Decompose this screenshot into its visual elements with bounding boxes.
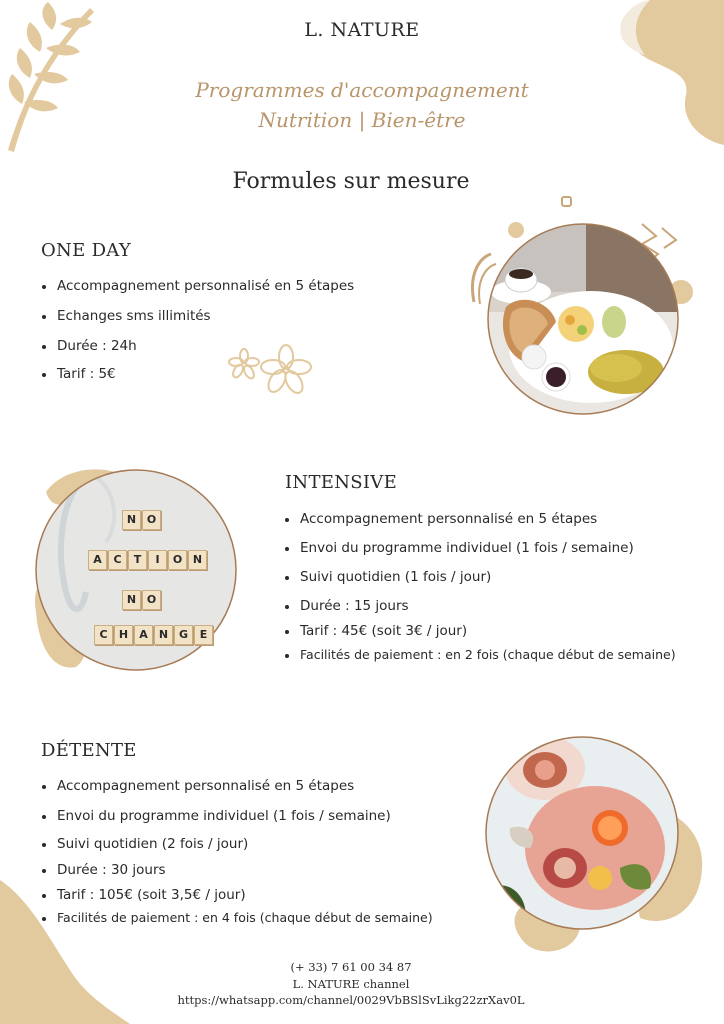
section-heading: Formules sur mesure <box>232 169 470 194</box>
subtitle-programmes: Programmes d'accompagnement <box>195 78 529 102</box>
scrabble-tile: N <box>188 550 207 570</box>
fruit-photo <box>470 728 710 958</box>
scrabble-word <box>94 625 213 645</box>
scrabble-tile: T <box>128 550 147 570</box>
scrabble-tile: N <box>154 625 173 645</box>
subtitle-nutrition: Nutrition | Bien-être <box>258 108 466 132</box>
list-item: Suivi quotidien (1 fois / jour) <box>284 569 676 598</box>
scrabble-tile: N <box>122 590 141 610</box>
list-item: Durée : 24h <box>41 338 354 366</box>
list-item: Envoi du programme individuel (1 fois / semaine) <box>284 540 676 569</box>
scrabble-tile: C <box>94 625 113 645</box>
scrabble-words <box>26 462 246 677</box>
scrabble-tile: O <box>142 510 161 530</box>
list-item: Envoi du programme individuel (1 fois / semaine) <box>41 808 433 836</box>
list-item: Accompagnement personnalisé en 5 étapes <box>41 778 433 808</box>
plan-title-intensive: INTENSIVE <box>285 472 398 493</box>
scrabble-word <box>88 550 207 570</box>
scrabble-tile: N <box>122 510 141 530</box>
scrabble-tile: E <box>194 625 213 645</box>
footer-link[interactable]: https://whatsapp.com/channel/0029VbBSlSvLikg22zrXav0L <box>177 993 525 1007</box>
flower-icon <box>228 342 318 402</box>
list-item: Echanges sms illimités <box>41 308 354 338</box>
scrabble-tile: O <box>168 550 187 570</box>
scrabble-tile: A <box>88 550 107 570</box>
scrabble-word <box>122 510 161 530</box>
list-item: Accompagnement personnalisé en 5 étapes <box>284 511 676 540</box>
footer-channel: L. NATURE channel <box>292 977 410 991</box>
list-item: Durée : 15 jours <box>284 598 676 623</box>
list-item: Suivi quotidien (2 fois / jour) <box>41 836 433 862</box>
plan-title-one-day: ONE DAY <box>41 240 132 261</box>
plan-title-detente: DÉTENTE <box>41 740 137 761</box>
breakfast-photo <box>466 192 696 424</box>
brand-name: L. NATURE <box>304 19 420 41</box>
scrabble-tile: C <box>108 550 127 570</box>
footer-phone: (+ 33) 7 61 00 34 87 <box>290 960 412 974</box>
list-item: Durée : 30 jours <box>41 862 433 887</box>
list-item: Tarif : 45€ (soit 3€ / jour) <box>284 623 676 647</box>
list-item: Tarif : 5€ <box>41 366 354 382</box>
scrabble-word <box>122 590 161 610</box>
list-item: Tarif : 105€ (soit 3,5€ / jour) <box>41 887 433 910</box>
plan-list-intensive <box>284 511 676 662</box>
scrabble-tile: A <box>134 625 153 645</box>
list-item: Accompagnement personnalisé en 5 étapes <box>41 278 354 308</box>
list-item: Facilités de paiement : en 4 fois (chaque début de semaine) <box>41 910 433 925</box>
scrabble-tile: H <box>114 625 133 645</box>
list-item: Facilités de paiement : en 2 fois (chaque début de semaine) <box>284 647 676 662</box>
scrabble-tile: G <box>174 625 193 645</box>
scrabble-tile: O <box>142 590 161 610</box>
scrabble-tile: I <box>148 550 167 570</box>
